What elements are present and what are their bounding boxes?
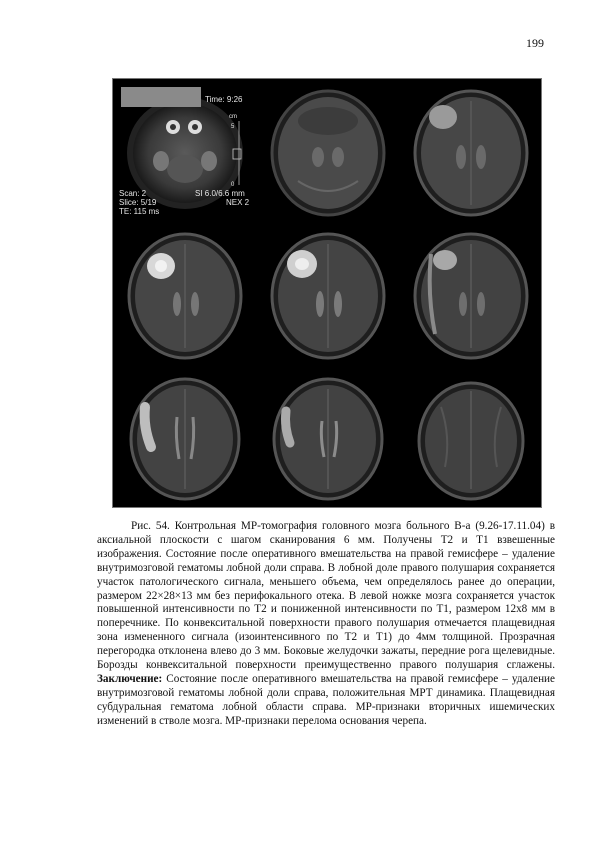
te-text: TE: 115 ms (119, 207, 160, 216)
caption-text: Рис. 54. Контрольная МР-томография головного мозга больного В-а (9.26-17.11.04) в аксиальной плоскости с шагом сканирования 6 мм. Получены Т2 и Т1 взвешенные изображения. Состояние после оперативного вмешательства на правой гемисфере – удаление внутримозговой гематомы лобной доли справа. В лобной доле правого полушария сохраняется участок патологического сигнала, меньшего объема, чем определялось ранее до операции, размером 22×28×13 мм без перифокального отека. В левой ножке мозга сохраняется участок повышенной интенсивности по Т2 и пониженной интенсивности по Т1, размером 12х8 мм в поперечнике. По конвекситальной поверхности правого полушария отмечается плащевидная зона измененного сигнала (изоинтенсивного по Т2 и Т1) до 4мм толщиной. Прозрачная перегородка отклонена влево до 3 мм. Боковые желудочки зажаты, передние рога щелевидные. Борозды конвекситальной поверхности преимущественно правого полушария сглажены. (97, 520, 555, 672)
slice-text: Slice: 5/19 (119, 198, 157, 207)
mri-figure (112, 78, 542, 508)
mri-slice-6 (401, 224, 541, 364)
mri-slice-2 (258, 81, 398, 221)
scan-text: Scan: 2 (119, 189, 147, 198)
conclusion-label: Заключение: (97, 672, 163, 685)
page-number: 199 (526, 36, 544, 50)
si-text: SI 6.0/6.6 mm (195, 189, 245, 198)
scale-top-text: 5 (231, 124, 235, 130)
nex-text: NEX 2 (226, 198, 250, 207)
time-text: Time: 9:26 (205, 95, 243, 104)
mri-slice-3 (401, 81, 541, 221)
scale-bottom-text: 0 (231, 182, 235, 188)
mri-slice-9 (401, 367, 541, 507)
cm-text: cm (229, 114, 237, 120)
mri-slice-5 (258, 224, 398, 364)
conclusion-text: Состояние после оперативного вмешательства на правой гемисфере – удаление внутримозговой гематомы лобной доли справа, положительная МРТ динамика. Плащевидная субдуральная гематома лобной области справа. МР-признаки вторичных ишемических изменений в стволе мозга. МР-признаки перелома основания черепа. (97, 672, 556, 727)
figure-caption (97, 520, 555, 729)
redacted-label-box (121, 87, 201, 107)
mri-slice-7 (115, 367, 255, 507)
mri-slice-8 (258, 367, 398, 507)
mri-slice-4 (115, 224, 255, 364)
mri-slice-1 (115, 81, 255, 221)
